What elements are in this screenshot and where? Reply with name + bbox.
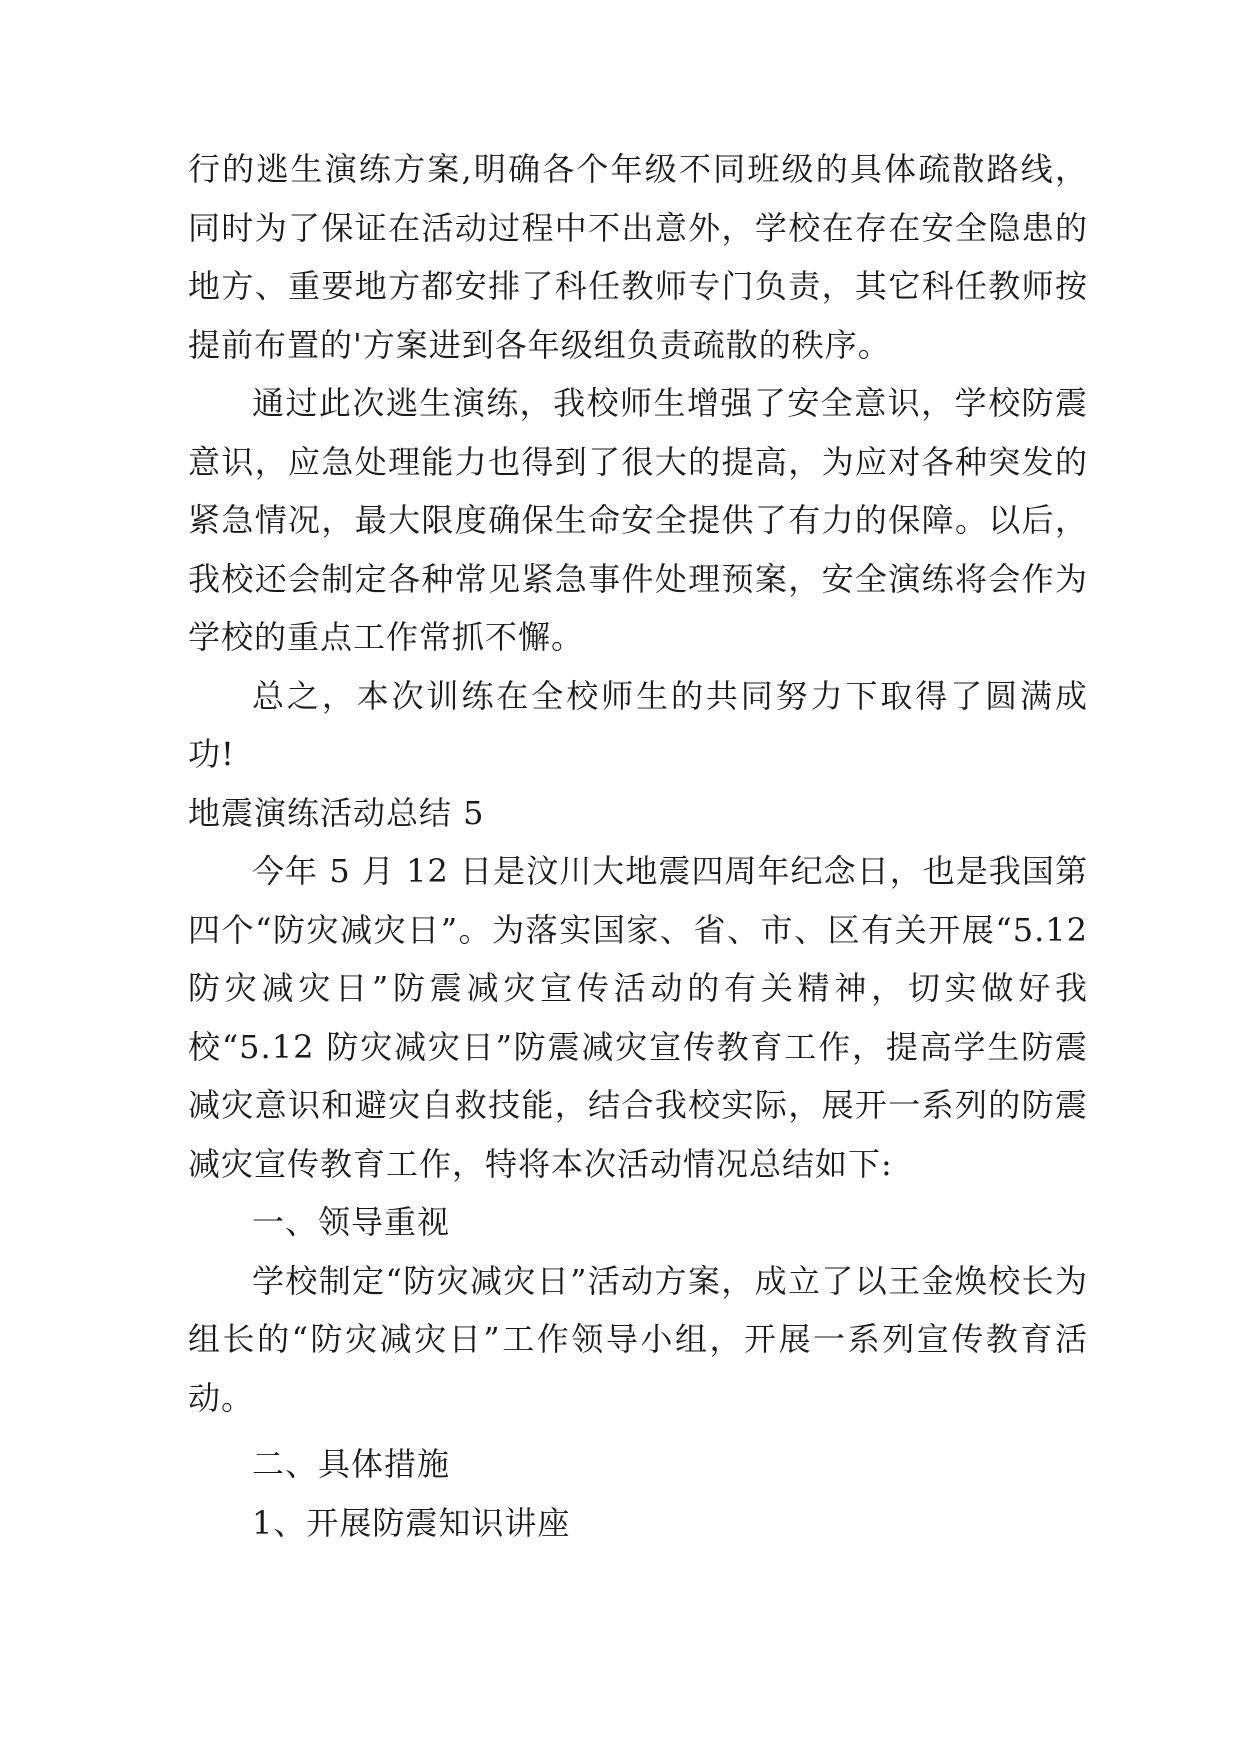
paragraph-evacuation-plan: 行的逃生演练方案,明确各个年级不同班级的具体疏散路线，同时为了保证在活动过程中不出意外，学校在存在安全隐患的地方、重要地方都安排了科任教师专门负责，其它科任教师按提前布置的'方案进到各年级组负责疏散的秩序。: [188, 150, 1088, 364]
paragraph-intro: 今年 5 月 12 日是汶川大地震四周年纪念日，也是我国第四个“防灾减灾日”。为落实国家、省、市、区有关开展“5.12 防灾减灾日”防震减灾宣传活动的有关精神，切实做好我校“5.12 防灾减灾日”防震减灾宣传教育工作，提高学生防震减灾意识和避灾自救技能，结合我校实际，展开一系列的防震减灾宣传教育工作，特将本次活动情况总结如下:: [188, 852, 1088, 1183]
paragraph-drill-results: 通过此次逃生演练，我校师生增强了安全意识，学校防震意识，应急处理能力也得到了很大的提高，为应对各种突发的紧急情况，最大限度确保生命安全提供了有力的保障。以后，我校还会制定各种常见紧急事件处理预案，安全演练将会作为学校的重点工作常抓不懈。: [188, 384, 1088, 656]
subheading-measures: 二、具体措施: [252, 1445, 451, 1483]
subheading-leadership: 一、领导重视: [252, 1203, 451, 1241]
subheading-lecture: 1、开展防震知识讲座: [252, 1503, 571, 1542]
section-heading: 地震演练活动总结 5: [188, 793, 485, 832]
document-page: [188, 140, 1088, 1552]
paragraph-leadership: 学校制定“防灾减灾日”活动方案，成立了以王金焕校长为组长的“防灾减灾日”工作领导小组，开展一系列宣传教育活动。: [188, 1261, 1088, 1417]
paragraph-conclusion: 总之，本次训练在全校师生的共同努力下取得了圆满成功!: [188, 676, 1088, 773]
